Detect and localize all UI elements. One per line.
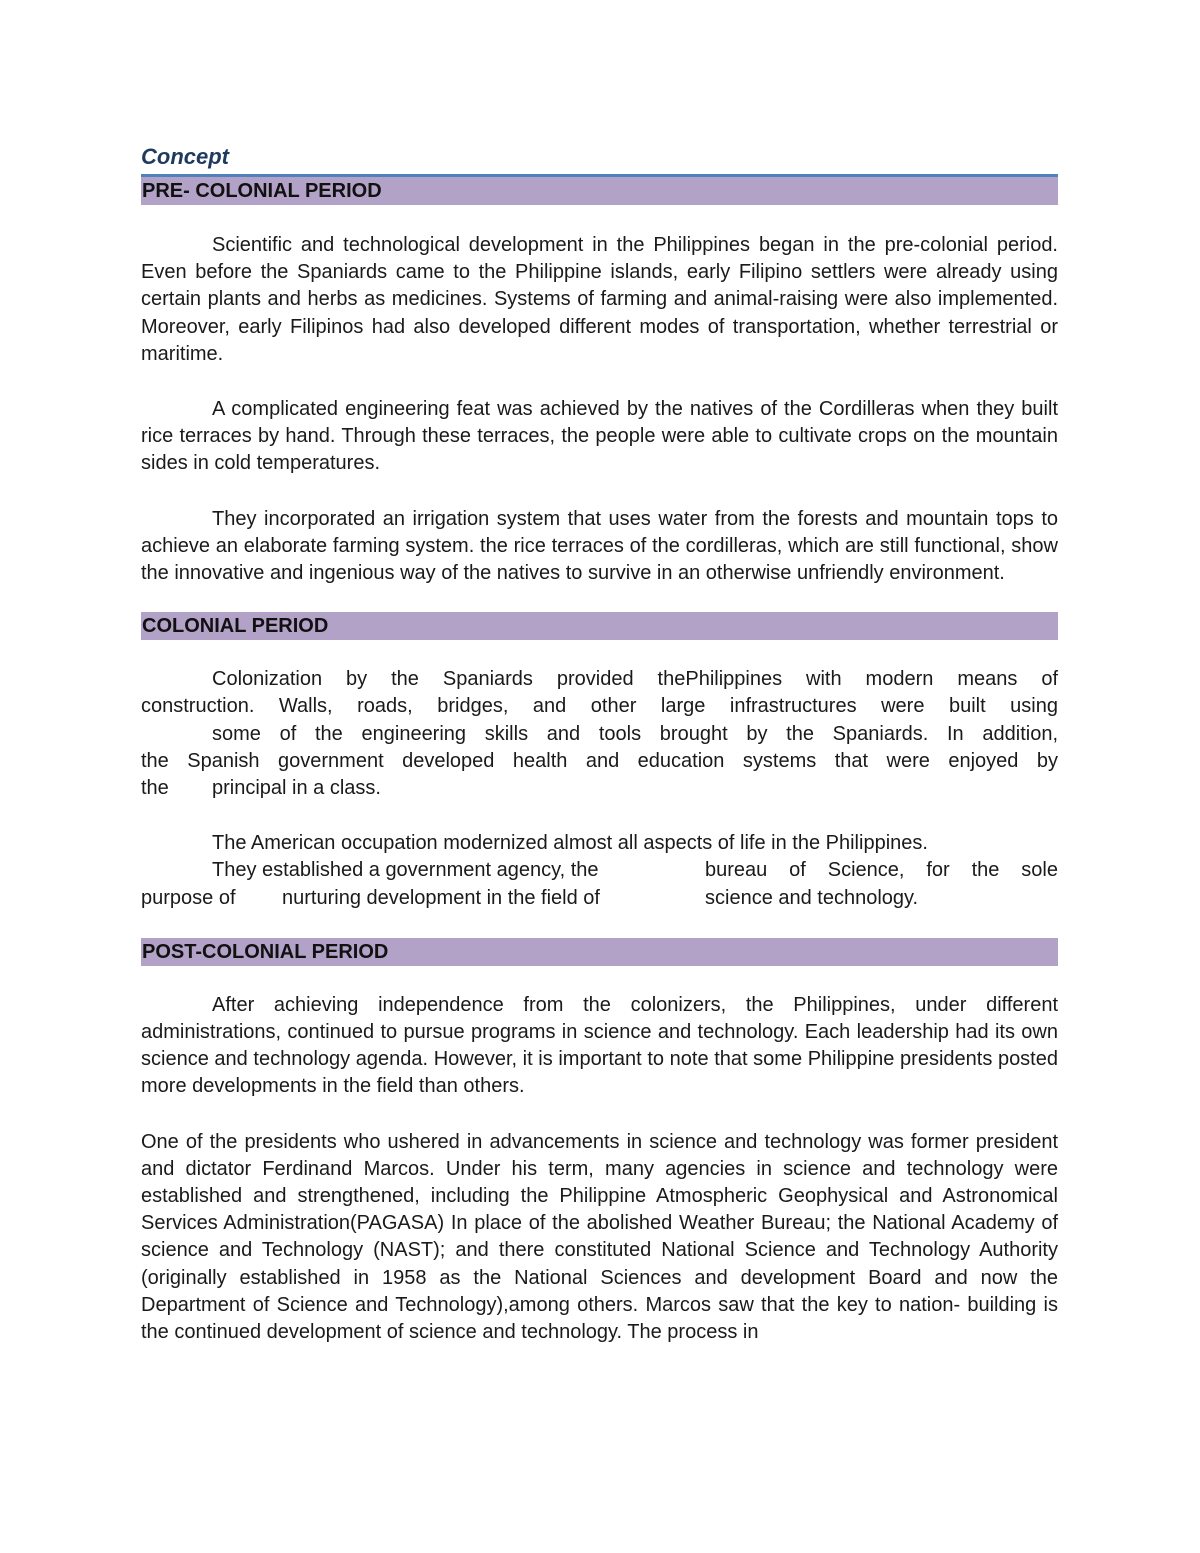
paragraph-pre-colonial-3: They incorporated an irrigation system that uses water from the forests and mountain tops to achieve an elaborate farming system. the rice terraces of the cordilleras, which are still functional, show the innovative and ingenious way of the natives to survive in an otherwise unfriendly environment. xyxy=(141,507,1058,585)
paragraph-fragment: nurturing development in the field of xyxy=(282,886,600,909)
paragraph-line: Colonization by the Spaniards provided thePhilippines with modern means of xyxy=(212,668,1058,691)
paragraph-line: The American occupation modernized almost all aspects of life in the Philippines. xyxy=(212,832,928,855)
paragraph-line xyxy=(141,857,1058,884)
section-heading-pre-colonial: PRE- COLONIAL PERIOD xyxy=(141,177,1058,205)
paragraph-fragment: They established a government agency, the xyxy=(212,859,599,882)
paragraph-line: some of the engineering skills and tools brought by the Spaniards. In addition, xyxy=(212,722,1058,745)
paragraph-post-colonial-2: One of the presidents who ushered in advancements in science and technology was former president and dictator Ferdinand Marcos. Under his term, many agencies in science and technology were established and strengthened, including the Philippine Atmospheric Geophysical and Astronomical Services Administration(PAGASA) In place of the abolished Weather Bureau; the National Academy of science and Technology (NAST); and there constituted National Science and Technology Authority (originally established in 1958 as the National Sciences and development Board and now the Department of Science and Technology),among others. Marcos saw that the key to nation- building is the continued development of science and technology. The process in xyxy=(141,1130,1058,1344)
paragraph-line: the Spanish government developed health and education systems that were enjoyed by xyxy=(141,749,1058,772)
paragraph-fragment: the xyxy=(141,777,169,800)
paragraph-pre-colonial-1: Scientific and technological development in the Philippines began in the pre-colonial period. Even before the Spaniards came to the Philippine islands, early Filipino settlers were already using certain plants and herbs as medicines. Systems of farming and animal-raising were also implemented. Moreover, early Filipinos had also developed different modes of transportation, whether terrestrial or maritime. xyxy=(141,234,1058,365)
paragraph-line: construction. Walls, roads, bridges, and other large infrastructures were built using xyxy=(141,695,1058,718)
paragraph-colonial-1 xyxy=(141,666,1058,802)
paragraph-fragment: purpose of xyxy=(141,886,236,909)
paragraph-line xyxy=(141,885,1058,912)
paragraph-pre-colonial-2: A complicated engineering feat was achieved by the natives of the Cordilleras when they built rice terraces by hand. Through these terraces, the people were able to cultivate crops on the mountain sides in cold temperatures. xyxy=(141,398,1058,475)
paragraph-colonial-2 xyxy=(141,830,1058,912)
section-heading-post-colonial: POST-COLONIAL PERIOD xyxy=(141,938,1058,966)
section-heading-colonial: COLONIAL PERIOD xyxy=(141,612,1058,640)
paragraph-fragment: principal in a class. xyxy=(212,777,381,800)
concept-title: Concept xyxy=(141,144,229,169)
paragraph-line xyxy=(141,775,1058,802)
paragraph-fragment: bureau of Science, for the sole xyxy=(705,859,1058,882)
paragraph-fragment: science and technology. xyxy=(705,886,919,909)
paragraph-post-colonial-1: After achieving independence from the colonizers, the Philippines, under different administrations, continued to pursue programs in science and technology. Each leadership had its own science and technology agenda. However, it is important to note that some Philippine presidents posted more developments in the field than others. xyxy=(141,993,1058,1098)
document-page xyxy=(141,140,1058,1346)
